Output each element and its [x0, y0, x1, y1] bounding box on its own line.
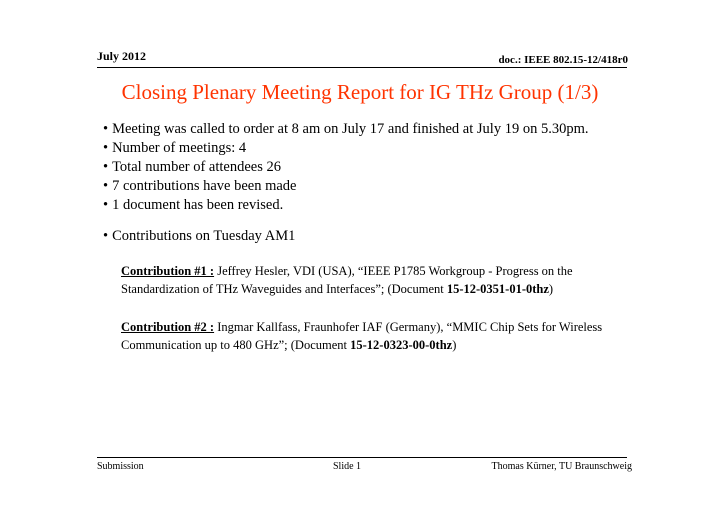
header-date: July 2012 [97, 49, 147, 63]
contribution-label: Contribution #2 : [121, 320, 215, 334]
contribution-doc: 15-12-0323-00-0thz [350, 338, 453, 352]
bullet-item: • 1 document has been revised. [103, 196, 588, 215]
bullet-item-tuesday: • Contributions on Tuesday AM1 [103, 228, 295, 245]
contribution-2 [121, 318, 641, 354]
contribution-doc: 15-12-0351-01-0thz [446, 282, 549, 296]
bullet-list [103, 120, 588, 215]
header-doc-id: doc.: IEEE 802.15-12/418r0 [498, 54, 628, 66]
slide-title: Closing Plenary Meeting Report for IG THz Group (1/3) [121, 80, 599, 104]
contribution-text: Ingmar Kallfass, Fraunhofer IAF (Germany), “MMIC Chip Sets for Wireless Communication up to 480 GHz”; (Document [121, 320, 603, 352]
contribution-label: Contribution #1 : [121, 264, 215, 278]
bullet-item: • Total number of attendees 26 [103, 158, 588, 177]
contribution-close: ) [548, 282, 554, 296]
contribution-1 [121, 262, 641, 298]
bullet-item: • 7 contributions have been made [103, 177, 588, 196]
contribution-close: ) [452, 338, 457, 352]
bullet-item: • Meeting was called to order at 8 am on July 17 and finished at July 19 on 5.30pm. [103, 120, 588, 139]
contribution-text: Jeffrey Hesler, VDI (USA), “IEEE P1785 Workgroup - Progress on the Standardization of THz Waveguides and Interfaces”; (Document [121, 264, 573, 296]
footer-slide-number: Slide 1 [333, 461, 362, 472]
footer-rule [97, 457, 627, 458]
footer-submission: Submission [97, 461, 144, 472]
header-rule [97, 67, 627, 68]
footer-author: Thomas Kürner, TU Braunschweig [491, 461, 632, 472]
bullet-item: • Number of meetings: 4 [103, 139, 588, 158]
